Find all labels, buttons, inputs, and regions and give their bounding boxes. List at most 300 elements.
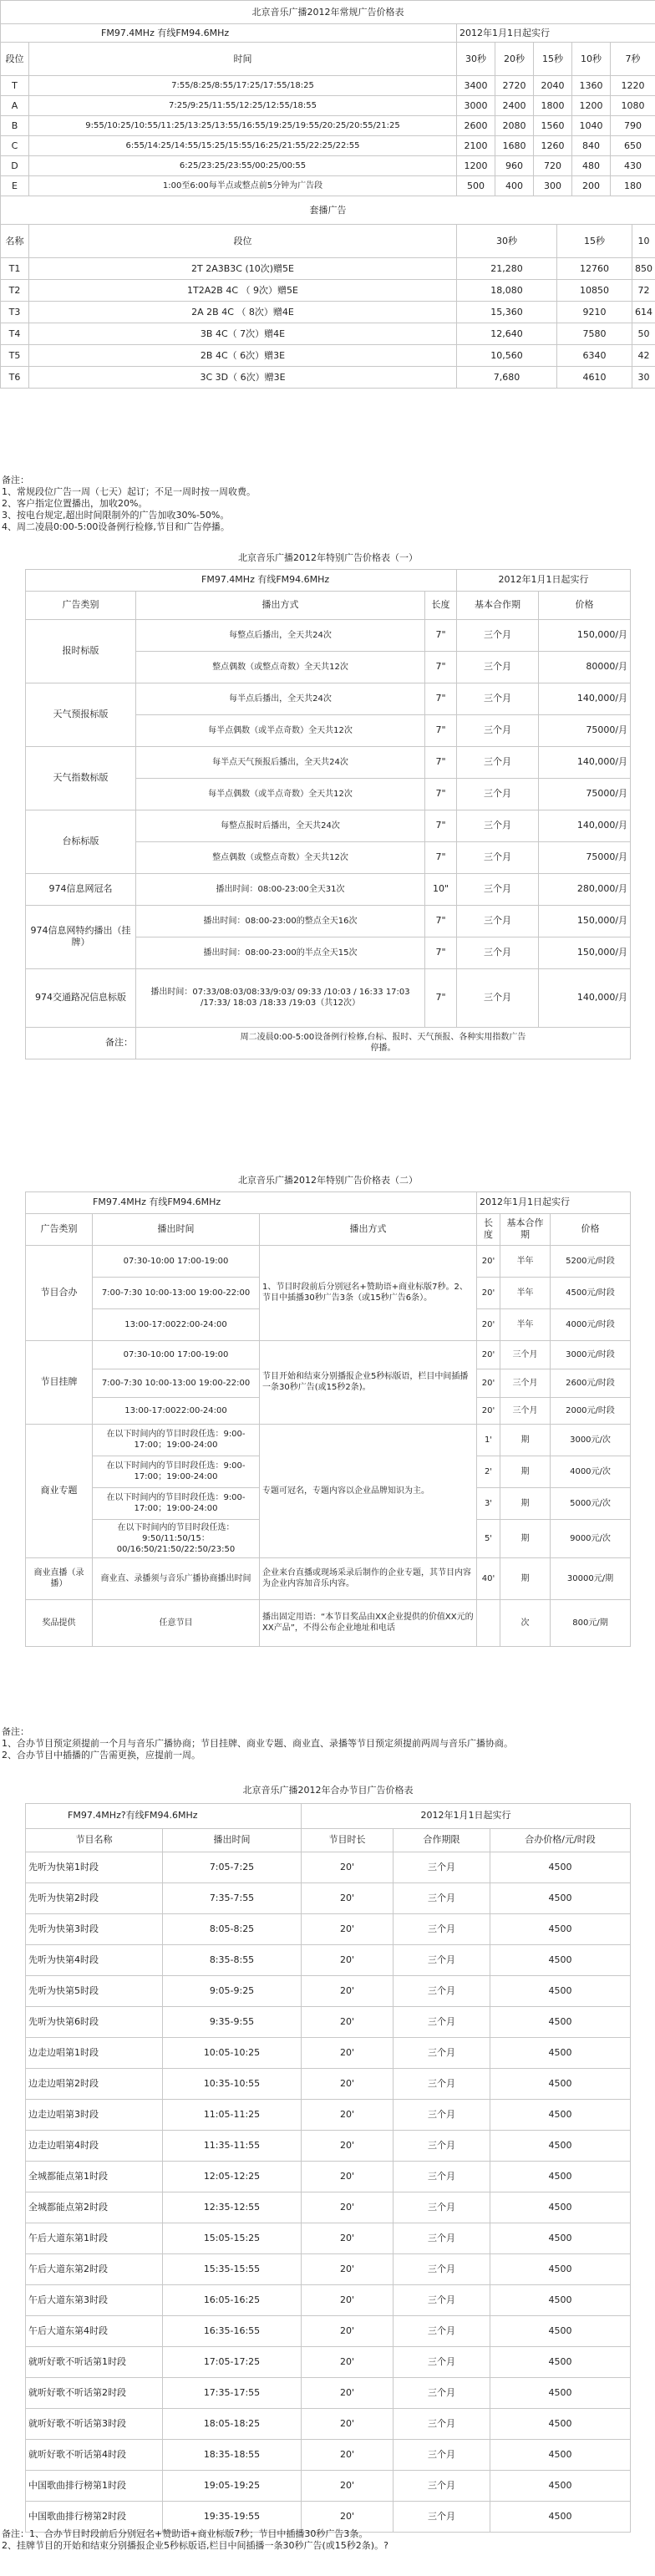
table-cell: 150,000/月 [539, 905, 631, 937]
table-cell: 在以下时间内的节目时段任选：9:00-17:00；19:00-24:00 [93, 1424, 260, 1456]
table-cell: 1360 [572, 76, 611, 96]
table-row [26, 2284, 631, 2315]
table-cell: 20' [302, 1882, 394, 1913]
table-row [26, 1882, 631, 1913]
table-row [26, 1340, 631, 1369]
table-cell: B [1, 116, 29, 136]
table-cell: 19:35-19:55 [163, 2501, 302, 2532]
column-header: 基本合作期 [457, 591, 539, 619]
table-cell: 2080 [495, 116, 534, 136]
note-line: 3、按电台规定,超出时间限制外的广告加收30%-50%。 [2, 510, 230, 521]
table-cell: 在以下时间内的节目时段任选：9:50/11:50/15：00/16:50/21:50/22:50/23:50 [93, 1519, 260, 1557]
table-cell: 2T 2A3B3C (10次)赠5E [29, 258, 457, 280]
table-cell: 边走边唱第3时段 [26, 2099, 163, 2130]
station-frequency: FM97.4MHz?有线FM94.6MHz [26, 1803, 302, 1828]
table-row [1, 156, 655, 176]
table-cell: 商业直、录播须与音乐广播协商播出时间 [93, 1557, 260, 1599]
table-cell: 6340 [557, 345, 632, 367]
table-cell: 20' [302, 2408, 394, 2439]
ad-category: 商业专题 [26, 1424, 93, 1557]
table-cell: 就听好歌不听话第4时段 [26, 2439, 163, 2470]
broadcast-mode: 企业来台直播或现场采录后制作的企业专题，其节目内容为企业内容加音乐内容。 [260, 1557, 477, 1599]
table-cell: 5' [477, 1519, 500, 1557]
table-row [1, 258, 655, 280]
table-cell: T4 [1, 323, 29, 345]
table-cell: 4500 [490, 2037, 631, 2068]
table-row [1, 176, 655, 196]
table-cell: 7" [425, 937, 457, 968]
co-program-notes [2, 2528, 388, 2552]
table-row [1, 345, 655, 367]
table-cell: 75000/月 [539, 841, 631, 873]
column-header: 基本合作期 [500, 1213, 551, 1245]
table-cell: 三个月 [457, 683, 539, 714]
table-cell: 2600元/时段 [551, 1369, 631, 1397]
column-header: 节目时长 [302, 1828, 394, 1852]
column-header: 10秒 [572, 43, 611, 76]
table-row [26, 2099, 631, 2130]
table-cell: 三个月 [394, 2068, 490, 2099]
table-cell: 7" [425, 619, 457, 651]
table-cell: 3000元/次 [551, 1424, 631, 1456]
table-cell: 8:05-8:25 [163, 1913, 302, 1944]
table-cell: 4000元/次 [551, 1456, 631, 1487]
table-cell: 3' [477, 1487, 500, 1519]
column-header: 合作期限 [394, 1828, 490, 1852]
column-header: 价格 [539, 591, 631, 619]
table-cell: 三个月 [394, 2470, 490, 2501]
note-label: 备注： [26, 1027, 136, 1059]
table-cell: 10850 [557, 280, 632, 302]
table-header-row [26, 1828, 631, 1852]
broadcast-mode: 节目开始和结束分别播报企业5秒标版语，栏目中间插播一条30秒广告(或15秒2条)。 [260, 1340, 477, 1424]
table-cell: 12760 [557, 258, 632, 280]
table-cell: 播出时间：07:33/08:03/08:33/9:03/ 09:33 /10:03 / 16:33 17:03 /17:33/ 18:03 /18:33 /19:03（共12次） [136, 968, 425, 1027]
table-cell: 期 [500, 1456, 551, 1487]
column-header: 10 [632, 225, 655, 258]
ad-category: 节目挂牌 [26, 1340, 93, 1424]
table-cell: 三个月 [457, 810, 539, 841]
table-row [26, 2408, 631, 2439]
table-cell: 75000/月 [539, 714, 631, 746]
column-header: 30秒 [457, 225, 557, 258]
table-cell: 三个月 [394, 2439, 490, 2470]
table-cell: 6:55/14:25/14:55/15:25/15:55/16:25/21:55/22:25/22:55 [29, 136, 457, 156]
effective-date: 2012年1月1日起实行 [457, 24, 655, 43]
table-cell: T2 [1, 280, 29, 302]
table-cell: 半年 [500, 1308, 551, 1340]
table-cell: 3000 [457, 96, 495, 116]
table-cell: 430 [611, 156, 655, 176]
table-cell: 5200元/时段 [551, 1245, 631, 1277]
table-row [26, 2470, 631, 2501]
table-cell: 7,680 [457, 367, 557, 389]
column-header: 15秒 [534, 43, 572, 76]
table-cell: 7:05-7:25 [163, 1852, 302, 1882]
table-cell: 三个月 [457, 873, 539, 905]
effective-date: 2012年1月1日起实行 [477, 1191, 631, 1213]
table-cell: 2B 4C（ 6次）赠3E [29, 345, 457, 367]
table-cell: 4500 [490, 1852, 631, 1882]
table-cell: 三个月 [457, 714, 539, 746]
table-cell: 期 [500, 1519, 551, 1557]
table-cell: 三个月 [500, 1397, 551, 1424]
regular-price-table [0, 0, 655, 225]
table-cell: 20' [477, 1245, 500, 1277]
column-header: 播出方式 [260, 1213, 477, 1245]
table-cell: 9:55/10:25/10:55/11:25/13:25/13:55/16:55/19:25/19:55/20:25/20:55/21:25 [29, 116, 457, 136]
note-line: 备注：1、合办节目时段前后分别冠名+赞助语+商业标版7秒；节目中插播30秒广告3条。 [2, 2528, 368, 2539]
table-cell: 20' [477, 1369, 500, 1397]
table-cell: 1:00至6:00每半点或整点前5分钟为广告段 [29, 176, 457, 196]
table-cell: 840 [572, 136, 611, 156]
station-frequency: FM97.4MHz 有线FM94.6MHz [26, 1191, 477, 1213]
table-cell: 400 [495, 176, 534, 196]
table-row [1, 280, 655, 302]
table-cell: 140,000/月 [539, 683, 631, 714]
table-cell: 20' [302, 2099, 394, 2130]
table-cell: 就听好歌不听话第2时段 [26, 2377, 163, 2408]
table-cell: 20' [477, 1277, 500, 1308]
column-header: 合办价格/元/时段 [490, 1828, 631, 1852]
table-cell: 20' [302, 2006, 394, 2037]
table-cell: 三个月 [394, 2253, 490, 2284]
table-cell: 4500 [490, 1882, 631, 1913]
table-cell: 20' [302, 2470, 394, 2501]
co-program-table [25, 1778, 631, 2533]
table-cell: 20' [302, 2315, 394, 2346]
table-cell: 三个月 [457, 905, 539, 937]
table-cell: 4610 [557, 367, 632, 389]
table-row [26, 2315, 631, 2346]
column-header: 广告类别 [26, 591, 136, 619]
table-header-row [26, 591, 631, 619]
table-cell: E [1, 176, 29, 196]
table-cell: 80000/月 [539, 651, 631, 683]
table-cell: 三个月 [457, 968, 539, 1027]
table-cell: 7" [425, 905, 457, 937]
table-cell: 1200 [572, 96, 611, 116]
table-row [26, 968, 631, 1027]
table-cell: 20' [302, 1913, 394, 1944]
table-cell: 07:30-10:00 17:00-19:00 [93, 1245, 260, 1277]
table-cell: 140,000/月 [539, 746, 631, 778]
table-cell: 期 [500, 1487, 551, 1519]
table-cell: 20' [477, 1308, 500, 1340]
table-cell: 就听好歌不听话第1时段 [26, 2346, 163, 2377]
table-cell: 15,360 [457, 302, 557, 323]
table-cell: 在以下时间内的节目时段任选：9:00-17:00；19:00-24:00 [93, 1456, 260, 1487]
table-cell: 7:35-7:55 [163, 1882, 302, 1913]
note-line: 备注： [2, 475, 29, 485]
note-line: 1、常规段位广告一周（七天）起订；不足一周时按一周收费。 [2, 486, 256, 497]
table-cell: 200 [572, 176, 611, 196]
table-cell: 3000元/时段 [551, 1340, 631, 1369]
table-cell: 4500 [490, 2346, 631, 2377]
table-cell: 500 [457, 176, 495, 196]
effective-date: 2012年1月1日起实行 [457, 569, 631, 591]
table-cell: 20' [302, 2346, 394, 2377]
table-cell: 850 [632, 258, 655, 280]
table-cell: 4500 [490, 2253, 631, 2284]
table-cell: 7" [425, 778, 457, 810]
special-price-section-1 [25, 547, 630, 1059]
table-cell: 三个月 [394, 1882, 490, 1913]
table-cell: 4500 [490, 2377, 631, 2408]
table-row [26, 2161, 631, 2192]
table-row [26, 2037, 631, 2068]
table-cell: 75000/月 [539, 778, 631, 810]
table-cell: 期 [500, 1557, 551, 1599]
table-cell: 614 [632, 302, 655, 323]
table-cell: 4000元/时段 [551, 1308, 631, 1340]
broadcast-mode: 专题可冠名，专题内容以企业品牌知识为主。 [260, 1424, 477, 1557]
table-cell [477, 1599, 500, 1646]
table-cell: 7:00-7:30 10:00-13:00 19:00-22:00 [93, 1369, 260, 1397]
table-cell: T [1, 76, 29, 96]
table-cell: 16:35-16:55 [163, 2315, 302, 2346]
table-row [26, 1975, 631, 2006]
table-cell: 4500 [490, 1913, 631, 1944]
table-cell: 整点偶数（或整点奇数）全天共12次 [136, 841, 425, 873]
package-ads-title: 套播广告 [1, 196, 655, 225]
table-cell: 13:00-17:0022:00-24:00 [93, 1397, 260, 1424]
ad-category: 节目合办 [26, 1245, 93, 1340]
table-cell: 20' [302, 2037, 394, 2068]
table-cell: 每半点偶数（或半点奇数）全天共12次 [136, 778, 425, 810]
special-table-1-title: 北京音乐广播2012年特别广告价格表（一） [26, 547, 631, 569]
note-line: 1、合办节目预定须提前一个月与音乐广播协商；节目挂牌、商业专题、商业直、录播等节目预定须提前两周与音乐广播协商。 [2, 1738, 513, 1749]
table-row [1, 116, 655, 136]
table-cell: 15:35-15:55 [163, 2253, 302, 2284]
table-cell: 480 [572, 156, 611, 176]
table-cell: 20' [477, 1340, 500, 1369]
table-cell: 790 [611, 116, 655, 136]
table-row [26, 619, 631, 651]
table-cell: 3400 [457, 76, 495, 96]
table-cell: 先听为快第5时段 [26, 1975, 163, 2006]
table-cell: 播出时间：08:00-23:00全天31次 [136, 873, 425, 905]
regular-notes [2, 475, 256, 533]
table-cell: 7:00-7:30 10:00-13:00 19:00-22:00 [93, 1277, 260, 1308]
table-cell: A [1, 96, 29, 116]
table-cell: T3 [1, 302, 29, 323]
table-cell: 三个月 [394, 2346, 490, 2377]
table-cell: 140,000/月 [539, 968, 631, 1027]
table-cell: T6 [1, 367, 29, 389]
table-cell: 4500 [490, 2501, 631, 2532]
table-cell: 50 [632, 323, 655, 345]
special-price-table-1 [25, 547, 631, 1059]
table-cell: 三个月 [394, 1852, 490, 1882]
table-cell: 半年 [500, 1277, 551, 1308]
table-cell: 7580 [557, 323, 632, 345]
table-cell: 三个月 [394, 2006, 490, 2037]
table-row [1, 76, 655, 96]
table-cell: 18,080 [457, 280, 557, 302]
table-cell: 三个月 [457, 651, 539, 683]
table-cell: 2400 [495, 96, 534, 116]
table-cell: 三个月 [394, 2161, 490, 2192]
table-cell: 3B 4C（ 7次）赠4E [29, 323, 457, 345]
table-cell: 10:35-10:55 [163, 2068, 302, 2099]
table-header-row [1, 225, 655, 258]
column-header: 7秒 [611, 43, 655, 76]
station-frequency: FM97.4MHz 有线FM94.6MHz [26, 569, 457, 591]
table-cell: 16:05-16:25 [163, 2284, 302, 2315]
table-cell: 9:35-9:55 [163, 2006, 302, 2037]
table-cell: 4500 [490, 1944, 631, 1975]
table-cell: 10,560 [457, 345, 557, 367]
table-cell: 4500元/时段 [551, 1277, 631, 1308]
table-cell: 20' [302, 2192, 394, 2223]
table-cell: 7" [425, 841, 457, 873]
broadcast-mode: 1、节目时段前后分别冠名+赞助语+商业标版7秒。2、节目中插播30秒广告3条（或15秒广告6条）。 [260, 1245, 477, 1340]
column-header: 名称 [1, 225, 29, 258]
table-row [26, 2006, 631, 2037]
ad-category: 商业直播（录播） [26, 1557, 93, 1599]
table-row [26, 2346, 631, 2377]
table-row [26, 2130, 631, 2161]
table-cell: 4500 [490, 2284, 631, 2315]
table-cell: 播出时间：08:00-23:00的半点全天15次 [136, 937, 425, 968]
table-cell: 中国歌曲排行榜第2时段 [26, 2501, 163, 2532]
table-cell: 7" [425, 746, 457, 778]
table-cell: 就听好歌不听话第3时段 [26, 2408, 163, 2439]
table-row [26, 2068, 631, 2099]
table-cell: 7" [425, 968, 457, 1027]
table-cell: 7:25/9:25/11:55/12:25/12:55/18:55 [29, 96, 457, 116]
table-cell: 2040 [534, 76, 572, 96]
note-line: 2、挂牌节目的开始和结束分别播报企业5秒标版语,栏目中间插播一条30秒广告(或15秒2条)。? [2, 2540, 388, 2551]
table-row [26, 2501, 631, 2532]
table-header-row [1, 43, 655, 76]
table-cell: 30 [632, 367, 655, 389]
table-cell: 三个月 [394, 2284, 490, 2315]
table-cell: 8:35-8:55 [163, 1944, 302, 1975]
table-cell: 11:05-11:25 [163, 2099, 302, 2130]
table-cell: 42 [632, 345, 655, 367]
table-cell: 先听为快第1时段 [26, 1852, 163, 1882]
table-cell: 1T2A2B 4C （ 9次）赠5E [29, 280, 457, 302]
table-cell: 先听为快第4时段 [26, 1944, 163, 1975]
table-cell: 650 [611, 136, 655, 156]
column-header: 播出时间 [163, 1828, 302, 1852]
table-cell: 7" [425, 651, 457, 683]
table-row [26, 1944, 631, 1975]
table-row [26, 1245, 631, 1277]
table-cell: 20' [477, 1397, 500, 1424]
table-cell: 300 [534, 176, 572, 196]
table-row [1, 136, 655, 156]
table-cell: 午后大道东第3时段 [26, 2284, 163, 2315]
table-cell: 每半点偶数（或半点奇数）全天共12次 [136, 714, 425, 746]
note-line: 2、客户指定位置播出，加收20%。 [2, 498, 148, 509]
table-cell: 280,000/月 [539, 873, 631, 905]
table-cell: 20' [302, 2377, 394, 2408]
table-cell: 30000元/期 [551, 1557, 631, 1599]
table-cell: 13:00-17:0022:00-24:00 [93, 1308, 260, 1340]
table-cell: 6:25/23:25/23:55/00:25/00:55 [29, 156, 457, 176]
table-cell: 三个月 [394, 1913, 490, 1944]
table-cell: 每半点天气预报后播出，全天共24次 [136, 746, 425, 778]
table-cell: 40' [477, 1557, 500, 1599]
table-cell: 9000元/次 [551, 1519, 631, 1557]
table-cell: 1080 [611, 96, 655, 116]
table-cell: 4500 [490, 2408, 631, 2439]
table-cell: 三个月 [394, 1975, 490, 2006]
table-cell: D [1, 156, 29, 176]
table-cell: 三个月 [500, 1369, 551, 1397]
table-cell: 4500 [490, 2315, 631, 2346]
table-row [26, 905, 631, 937]
table-cell: 三个月 [457, 778, 539, 810]
table-cell: 2100 [457, 136, 495, 156]
table-cell: 150,000/月 [539, 937, 631, 968]
table-row [26, 1599, 631, 1646]
table-header-row [26, 1213, 631, 1245]
table-cell: 12,640 [457, 323, 557, 345]
table-cell: 21,280 [457, 258, 557, 280]
table-cell: 三个月 [394, 2037, 490, 2068]
table-cell: 中国歌曲排行榜第1时段 [26, 2470, 163, 2501]
table-cell: 20' [302, 2439, 394, 2470]
ad-category: 974交通路况信息标版 [26, 968, 136, 1027]
table-row [26, 683, 631, 714]
ad-category: 报时标版 [26, 619, 136, 683]
table-cell: 140,000/月 [539, 810, 631, 841]
table-cell: 20' [302, 1975, 394, 2006]
table-cell: 午后大道东第1时段 [26, 2223, 163, 2253]
table-cell: 20' [302, 2130, 394, 2161]
co-program-title: 北京音乐广播2012年合办节目广告价格表 [26, 1778, 631, 1803]
table-cell: 180 [611, 176, 655, 196]
table-cell: 1260 [534, 136, 572, 156]
table-cell: 20' [302, 2161, 394, 2192]
table-cell: 边走边唱第2时段 [26, 2068, 163, 2099]
note-text: 周二凌晨0:00-5:00设备例行检修,台标、报时、天气预报、各种实用指数广告停播。 [136, 1027, 631, 1059]
table-cell: 3C 3D（ 6次）赠3E [29, 367, 457, 389]
table-cell: 三个月 [394, 2130, 490, 2161]
table-row [1, 96, 655, 116]
table-cell: 10" [425, 873, 457, 905]
column-header: 长度 [477, 1213, 500, 1245]
column-header: 广告类别 [26, 1213, 93, 1245]
table-cell: 三个月 [457, 937, 539, 968]
table-cell: 三个月 [394, 2192, 490, 2223]
column-header: 30秒 [457, 43, 495, 76]
table-cell: 每半点后播出，全天共24次 [136, 683, 425, 714]
table-row [26, 873, 631, 905]
table-row [26, 1913, 631, 1944]
table-cell: 全城都能点第2时段 [26, 2192, 163, 2223]
table-cell: 午后大道东第4时段 [26, 2315, 163, 2346]
table-cell: 三个月 [394, 2377, 490, 2408]
broadcast-mode: 播出固定用语：“本节目奖品由XX企业提供的价值XX元的XX产品”，不得公布企业地址和电话 [260, 1599, 477, 1646]
special-table-2-title: 北京音乐广播2012年特别广告价格表（二） [26, 1170, 631, 1191]
table-row [1, 323, 655, 345]
table-cell: 三个月 [394, 2099, 490, 2130]
table-cell: T5 [1, 345, 29, 367]
table-cell: 先听为快第6时段 [26, 2006, 163, 2037]
table-cell: 15:05-15:25 [163, 2223, 302, 2253]
table-cell: 9:05-9:25 [163, 1975, 302, 2006]
table-cell: 7:55/8:25/8:55/17:25/17:55/18:25 [29, 76, 457, 96]
table-cell: 期 [500, 1424, 551, 1456]
package-ads-table [0, 224, 655, 389]
table-cell: 2600 [457, 116, 495, 136]
table-cell: 4500 [490, 2006, 631, 2037]
